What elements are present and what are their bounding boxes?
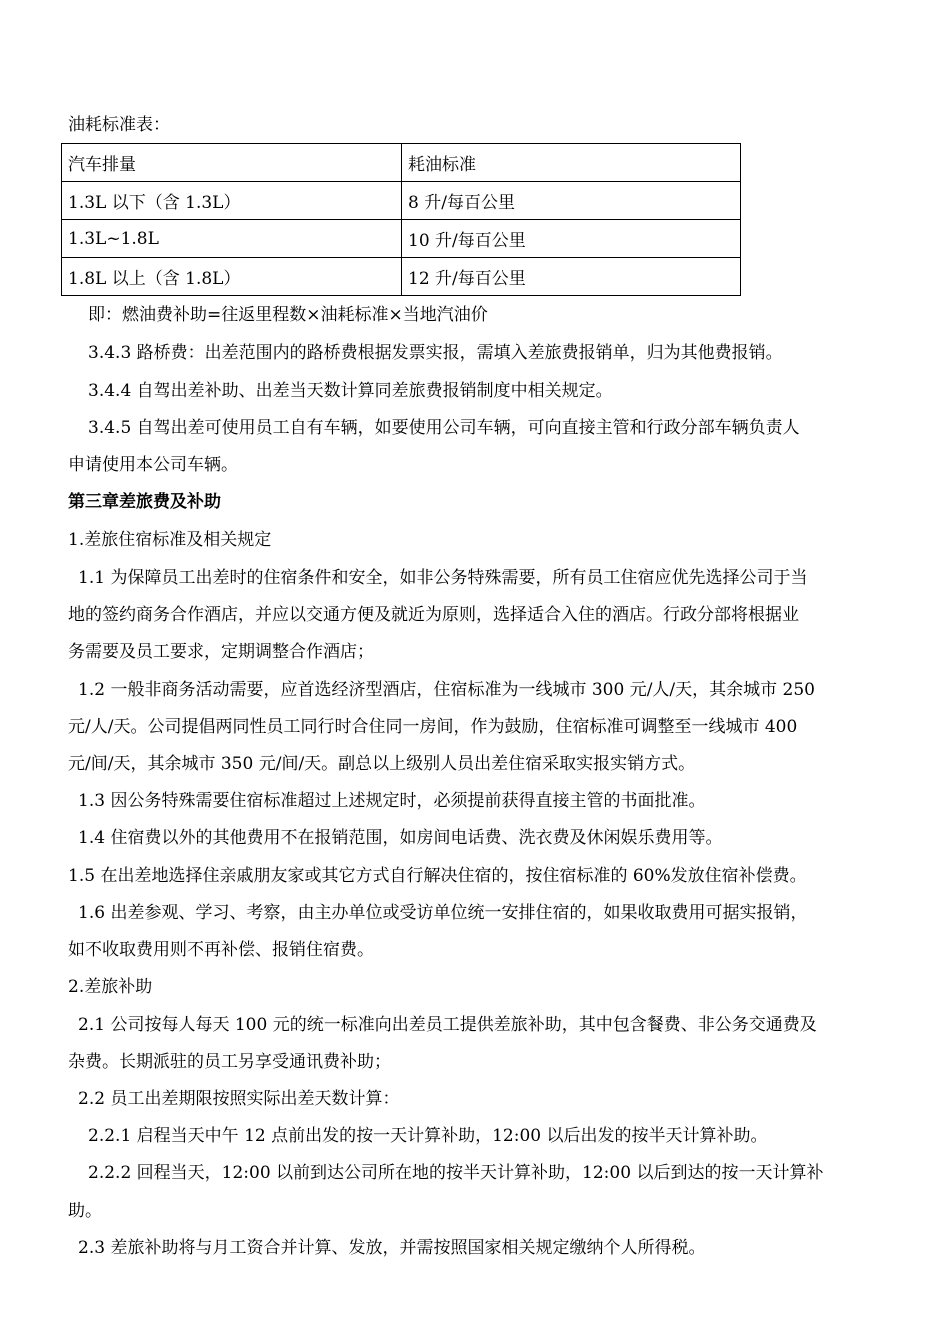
paragraph-line: 如不收取费用则不再补偿、报销住宿费。 xyxy=(68,940,374,960)
paragraph-line: 1.2 一般非商务活动需要，应首选经济型酒店，住宿标准为一线城市 300 元/人/天，其余城市 250 xyxy=(78,680,815,700)
paragraph-line: 1.1 为保障员工出差时的住宿条件和安全，如非公务特殊需要，所有员工住宿应优先选择公司于当 xyxy=(78,568,808,588)
table-cell: 1.8L 以上（含 1.8L） xyxy=(62,258,402,296)
paragraph-line: 2.3 差旅补助将与月工资合并计算、发放，并需按照国家相关规定缴纳个人所得税。 xyxy=(78,1238,706,1258)
section-heading: 1.差旅住宿标准及相关规定 xyxy=(68,530,272,550)
paragraph-line: 地的签约商务合作酒店，并应以交通方便及就近为原则，选择适合入住的酒店。行政分部将根据业 xyxy=(68,605,799,625)
paragraph-line: 2.1 公司按每人每天 100 元的统一标准向出差员工提供差旅补助，其中包含餐费、非公务交通费及 xyxy=(78,1015,817,1035)
paragraph-line: 3.4.3 路桥费：出差范围内的路桥费根据发票实报，需填入差旅费报销单，归为其他费报销。 xyxy=(88,343,783,363)
table-row xyxy=(62,220,741,258)
table-header-row xyxy=(62,144,741,182)
paragraph-line: 1.4 住宿费以外的其他费用不在报销范围，如房间电话费、洗衣费及休闲娱乐费用等。 xyxy=(78,828,723,848)
paragraph-line: 元/间/天，其余城市 350 元/间/天。副总以上级别人员出差住宿采取实报实销方式。 xyxy=(68,754,696,774)
paragraph-line: 2.2.2 回程当天，12:00 以前到达公司所在地的按半天计算补助，12:00 以后到达的按一天计算补 xyxy=(88,1163,824,1183)
paragraph-line: 助。 xyxy=(68,1201,102,1221)
table-row xyxy=(62,258,741,296)
table-cell: 12 升/每百公里 xyxy=(402,258,741,296)
table-row xyxy=(62,182,741,220)
paragraph-line: 杂费。长期派驻的员工另享受通讯费补助； xyxy=(68,1052,391,1072)
fuel-consumption-table xyxy=(61,143,741,296)
formula-line: 即：燃油费补助=往返里程数×油耗标准×当地汽油价 xyxy=(88,305,488,325)
table-cell: 8 升/每百公里 xyxy=(402,182,741,220)
paragraph-line: 3.4.5 自驾出差可使用员工自有车辆，如要使用公司车辆，可向直接主管和行政分部车辆负责人 xyxy=(88,418,800,438)
table-cell: 10 升/每百公里 xyxy=(402,220,741,258)
paragraph-line: 2.2 员工出差期限按照实际出差天数计算： xyxy=(78,1089,400,1109)
paragraph-line: 1.3 因公务特殊需要住宿标准超过上述规定时，必须提前获得直接主管的书面批准。 xyxy=(78,791,706,811)
paragraph-line: 务需要及员工要求，定期调整合作酒店； xyxy=(68,642,374,662)
paragraph-line: 申请使用本公司车辆。 xyxy=(68,455,238,475)
paragraph-line: 2.2.1 启程当天中午 12 点前出发的按一天计算补助，12:00 以后出发的按半天计算补助。 xyxy=(88,1126,768,1146)
section-heading: 2.差旅补助 xyxy=(68,977,153,997)
table-cell: 1.3L 以下（含 1.3L） xyxy=(62,182,402,220)
chapter-heading: 第三章差旅费及补助 xyxy=(68,492,221,512)
paragraph-line: 3.4.4 自驾出差补助、出差当天数计算同差旅费报销制度中相关规定。 xyxy=(88,381,613,401)
table-cell: 1.3L~1.8L xyxy=(62,220,402,258)
paragraph-line: 1.5 在出差地选择住亲戚朋友家或其它方式自行解决住宿的，按住宿标准的 60%发放住宿补偿费。 xyxy=(68,866,807,886)
paragraph-line: 元/人/天。公司提倡两同性员工同行时合住同一房间，作为鼓励，住宿标准可调整至一线城市 400 xyxy=(68,717,798,737)
table-header-cell: 汽车排量 xyxy=(62,144,402,182)
table-header-cell: 耗油标准 xyxy=(402,144,741,182)
table-title: 油耗标准表： xyxy=(68,115,170,135)
paragraph-line: 1.6 出差参观、学习、考察，由主办单位或受访单位统一安排住宿的，如果收取费用可据实报销， xyxy=(78,903,808,923)
